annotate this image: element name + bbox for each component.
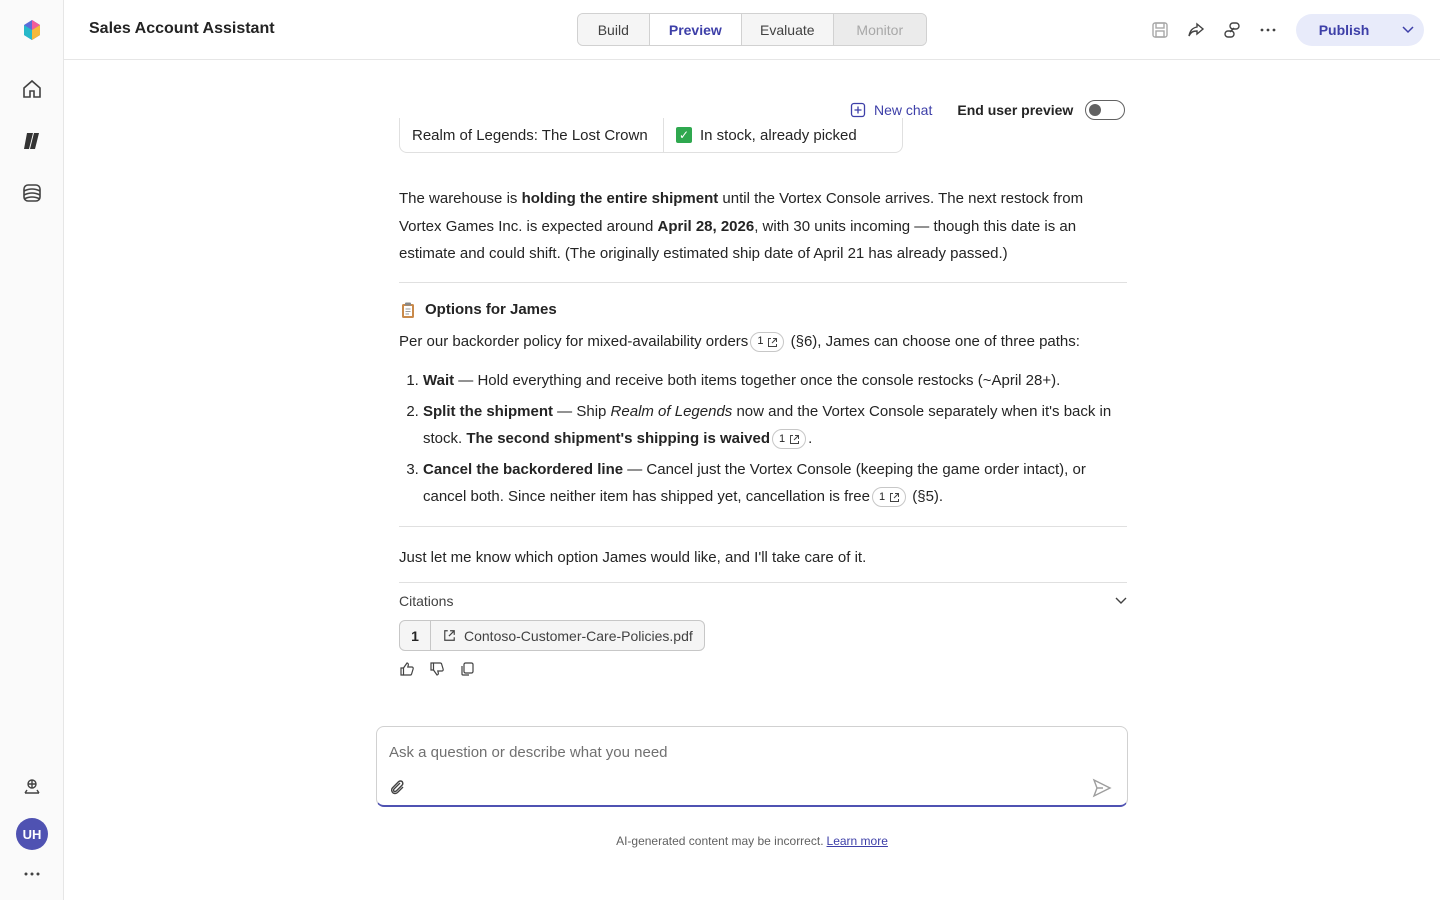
tab-evaluate[interactable]: Evaluate <box>742 14 833 45</box>
citation-marker[interactable] <box>772 429 806 449</box>
text: , with 30 units incoming — though this date is an estimate and could shift. (The originally estimated ship date of April 21 has already passed.) <box>399 217 1077 262</box>
learn-more-link[interactable]: Learn more <box>826 834 888 848</box>
text: (§6), James can choose one of three paths: <box>786 333 1080 350</box>
chat-input[interactable] <box>389 741 1089 763</box>
external-link-icon <box>789 434 800 445</box>
message-composer <box>376 726 1128 807</box>
avatar[interactable]: UH <box>16 818 48 850</box>
citation-marker[interactable] <box>750 332 784 352</box>
text-italic: Realm of Legends <box>610 403 733 420</box>
end-user-preview-toggle[interactable] <box>1085 100 1125 120</box>
tab-preview[interactable]: Preview <box>650 14 742 45</box>
list-item <box>423 367 1127 394</box>
text-bold: holding the entire shipment <box>521 190 719 207</box>
attach-icon[interactable] <box>387 777 407 797</box>
text: The warehouse is <box>399 190 522 207</box>
copy-icon[interactable] <box>459 661 475 677</box>
message-paragraph <box>399 185 1127 268</box>
stock-table <box>399 118 903 153</box>
divider <box>399 526 1127 527</box>
text: Per our backorder policy for mixed-availability orders <box>399 333 749 350</box>
citation-chip[interactable] <box>399 620 705 651</box>
library-icon[interactable] <box>16 177 48 209</box>
closing-paragraph: Just let me know which option James would like, and I'll take care of it. <box>399 549 867 566</box>
citation-number: 1 <box>400 621 431 650</box>
publish-button[interactable] <box>1296 14 1424 46</box>
thumbs-up-icon[interactable] <box>399 661 415 677</box>
options-list <box>399 367 1127 514</box>
divider <box>399 582 1127 583</box>
disclaimer <box>0 834 1440 848</box>
top-bar <box>64 0 1440 60</box>
citation-number: 1 <box>757 335 764 348</box>
new-chat-label: New chat <box>874 102 933 118</box>
save-icon[interactable] <box>1148 18 1172 42</box>
option-title: Split the shipment <box>423 403 554 420</box>
table-cell-status <box>664 118 857 152</box>
option-title: Cancel the backordered line <box>423 461 624 478</box>
text: . <box>808 430 813 447</box>
more-icon[interactable] <box>16 858 48 890</box>
tab-group <box>577 13 927 46</box>
home-icon[interactable] <box>16 73 48 105</box>
disclaimer-text: AI-generated content may be incorrect. <box>616 834 824 848</box>
citations-header[interactable] <box>399 590 1127 612</box>
list-item <box>423 398 1127 452</box>
text: (§5). <box>908 488 944 505</box>
divider <box>399 282 1127 283</box>
text: now and the Vortex Console separately when it's back in stock. <box>423 403 1112 447</box>
citation-marker[interactable] <box>872 487 906 507</box>
text: until the Vortex Console arrives. The next restock from Vortex Games Inc. is expected around <box>399 190 1084 235</box>
external-link-icon <box>443 629 456 642</box>
new-chat-button[interactable] <box>850 102 932 118</box>
clipboard-icon <box>399 301 417 319</box>
policy-paragraph <box>399 328 1127 356</box>
option-title: Wait <box>423 372 455 389</box>
copilot-logo-icon[interactable] <box>16 14 48 46</box>
options-heading <box>399 296 1127 324</box>
text: — Hold everything and receive both items together once the console restocks (~April 28+). <box>454 372 1061 389</box>
share-icon[interactable] <box>1184 18 1208 42</box>
feedback-actions <box>399 661 475 677</box>
send-icon[interactable] <box>1091 777 1113 799</box>
tab-monitor[interactable]: Monitor <box>834 14 926 45</box>
citation-file-name: Contoso-Customer-Care-Policies.pdf <box>464 627 693 644</box>
more-options-icon[interactable] <box>1256 18 1280 42</box>
chevron-down-icon[interactable] <box>1392 14 1424 46</box>
agents-icon[interactable] <box>16 125 48 157</box>
text-bold: The second shipment's shipping is waived <box>466 430 770 447</box>
chevron-down-icon <box>1115 597 1127 605</box>
end-user-preview-label: End user preview <box>957 102 1074 118</box>
table-cell-item: Realm of Legends: The Lost Crown <box>400 118 664 152</box>
publish-label: Publish <box>1318 22 1370 38</box>
citation-number: 1 <box>779 432 786 445</box>
text: — Ship <box>553 403 611 420</box>
status-text: In stock, already picked <box>700 126 857 144</box>
options-title: Options for James <box>425 301 557 318</box>
text-bold: April 28, 2026 <box>657 217 755 235</box>
thumbs-down-icon[interactable] <box>429 661 445 677</box>
citations-label: Citations <box>399 593 454 609</box>
text: — Cancel just the Vortex Console (keeping the game order intact), or cancel both. Since neither item has shipped yet, cancellation is free <box>423 461 1086 505</box>
left-rail <box>0 0 64 900</box>
check-icon: ✓ <box>676 127 692 143</box>
list-item <box>423 456 1127 510</box>
environment-icon[interactable] <box>16 771 48 803</box>
add-icon <box>850 102 866 118</box>
citation-number: 1 <box>878 490 886 503</box>
page-title: Sales Account Assistant <box>89 20 275 37</box>
external-link-icon <box>889 492 900 503</box>
tab-build[interactable]: Build <box>578 14 650 45</box>
copy-link-icon[interactable] <box>1220 18 1244 42</box>
external-link-icon <box>767 337 778 348</box>
